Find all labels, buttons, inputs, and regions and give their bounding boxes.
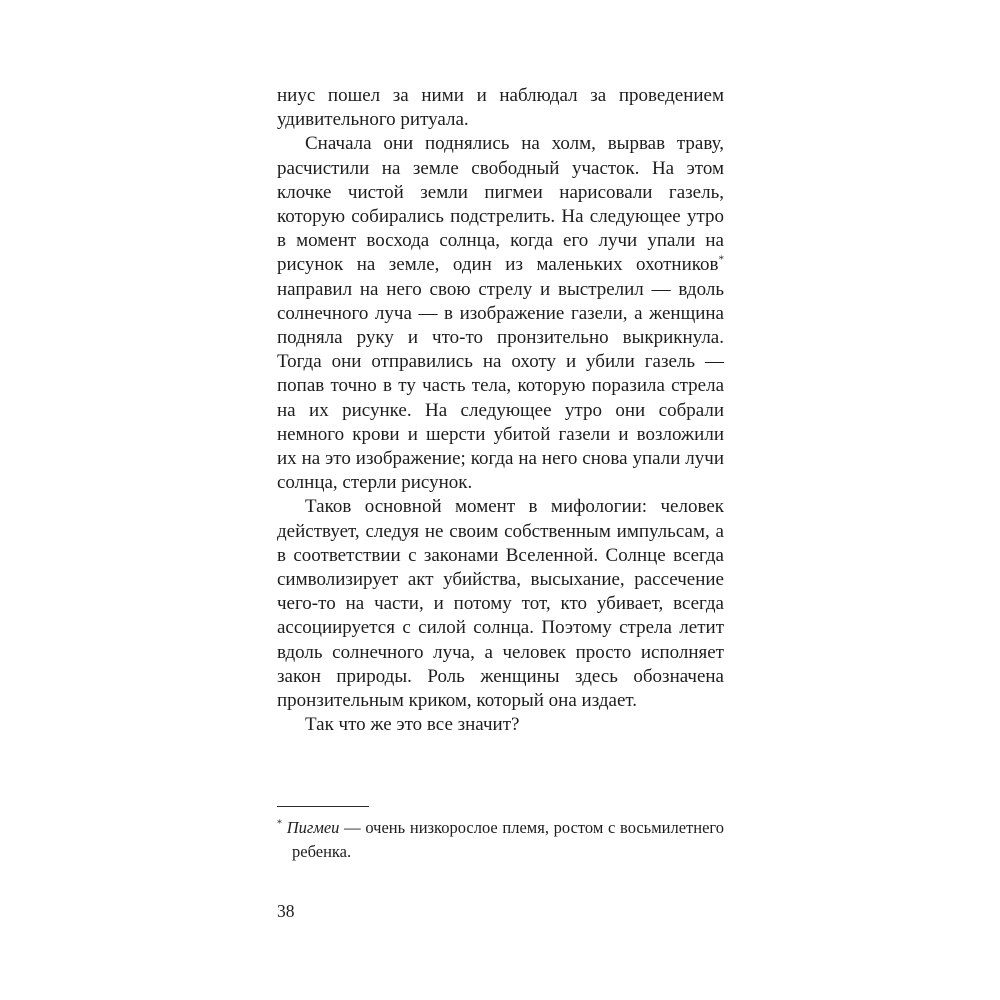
paragraph-ritual — [277, 132, 724, 495]
body-text — [277, 84, 724, 737]
footnote-block — [277, 806, 724, 863]
paragraph-mythology: Таков основной момент в мифологии: человек действует, следуя не своим собственным импульсам, а в соответствии с законами Вселенной. Солнце всегда символизирует акт убийства, высыхание, рассечение чего-то на части, и потому тот, кто убивает, всегда ассоциируется с силой солнца. Поэтому стрела летит вдоль солнечного луча, а человек просто исполняет закон природы. Роль женщины здесь обозначена пронзительным криком, который она издает. — [277, 496, 724, 712]
paragraph-text: Сначала они поднялись на холм, вырвав траву, расчистили на земле свободный участок. На этом клочке чистой земли пигмеи нарисовали газель, которую собирались подстрелить. На следующее утро в момент восхода солнца, когда его лучи упали на рисунок на земле, один из маленьких охотников — [277, 133, 724, 276]
footnote-definition: — очень низкорослое племя, ростом с восьмилетнего ребенка. — [292, 818, 725, 861]
paragraph-continued: ниус пошел за ними и наблюдал за проведением удивительного ритуала. — [277, 85, 724, 131]
footnote-marker: * — [277, 818, 282, 830]
paragraph-text: направил на него свою стрелу и выстрелил — вдоль солнечного луча — в изображение газели, а женщина подняла руку и что-то пронзительно выкрикнула. Тогда они отправились на охоту и убили газель — попав точно в ту часть тела, которую поразила стрела на их рисунке. На следующее утро они собрали немного крови и шерсти убитой газели и возложили их на это изображение; когда на него снова упали лучи солнца, стерли рисунок. — [277, 278, 724, 494]
paragraph-question: Так что же это все значит? — [305, 714, 520, 736]
footnote-reference: * — [718, 254, 724, 267]
footnote-text — [277, 816, 724, 863]
footnote-term: Пигмеи — [286, 818, 340, 837]
page-number: 38 — [277, 901, 295, 921]
footnote-separator — [277, 806, 369, 807]
